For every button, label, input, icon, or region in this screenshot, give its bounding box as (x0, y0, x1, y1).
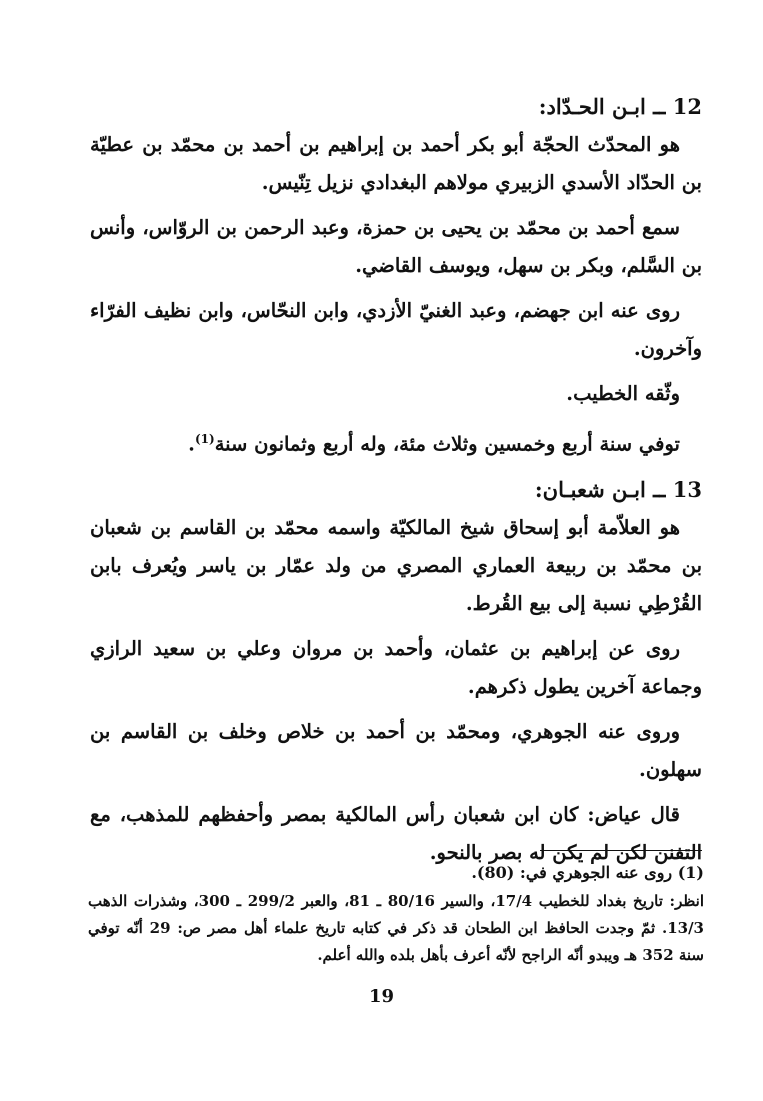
death-end: . (188, 432, 195, 456)
entry-12 (90, 88, 702, 464)
entry-paragraph: روى عنه ابن جهضم، وعبد الغنيّ الأزدي، وابن النحّاس، وابن نظيف الفرّاء وآخرون. (90, 299, 702, 360)
death-text: توفي سنة أربع وخمسين وثلاث مئة، وله أربع وثمانون سنة (214, 432, 680, 456)
entry-paragraph: سمع أحمد بن محمّد بن يحيى بن حمزة، وعبد الرحمن بن الروّاس، وأنس بن السَّلم، وبكر بن سهل، ويوسف القاضي. (90, 216, 702, 277)
entry-13 (90, 471, 702, 872)
entry-paragraph: وثّقه الخطيب. (566, 382, 680, 405)
entry-paragraph: هو العلاّمة أبو إسحاق شيخ المالكيّة واسمه محمّد بن القاسم بن شعبان بن محمّد بن ربيعة العماري المصري من ولد عمّار بن ياسر ويُعرف بابن القُرْطِي نسبة إلى بيع القُرط. (90, 515, 702, 615)
entry-paragraph: روى عن إبراهيم بن عثمان، وأحمد بن مروان وعلي بن سعيد الرازي وجماعة آخرين يطول ذكرهم. (90, 636, 702, 698)
death-paragraph (90, 420, 702, 464)
main-text (90, 88, 702, 872)
footnotes (88, 858, 704, 969)
page-number: 19 (368, 986, 395, 1007)
footnote: انظر: تاريخ بغداد للخطيب 17/4، والسير 80/16 ـ 81، والعبر 299/2 ـ 300، وشذرات الذهب 13/3. ثمّ وجدت الحافظ ابن الطحان قد ذكر في كتابه تاريخ علماء أهل مصر ص: 29 أنّه توفي سنة 352 هـ ويبدو أنّه الراجح لأنّه أعرف بأهل بلده والله أعلم. (88, 892, 705, 964)
entry-paragraph: هو المحدّث الحجّة أبو بكر أحمد بن إبراهيم بن أحمد بن محمّد بن عطيّة بن الحدّاد الأسدي الزبيري مولاهم البغدادي نزيل تِنّيس. (90, 133, 702, 194)
entry-paragraph: قال عياض: كان ابن شعبان رأس المالكية بمصر وأحفظهم للمذهب، مع التفنن لكن لم يكن له بصر بالنحو. (90, 802, 702, 864)
footnote-ref: (1) (194, 432, 215, 446)
entry-paragraph: وروى عنه الجوهري، ومحمّد بن أحمد بن خلاص وخلف بن القاسم بن سهلون. (90, 719, 702, 781)
entry-heading: 13 ــ ابـن شعبـان: (534, 476, 702, 502)
entry-heading: 12 ــ ابـن الحـدّاد: (538, 94, 702, 119)
footnote-divider (540, 850, 702, 851)
footnote: (1) روى عنه الجوهري في: (80). (471, 863, 704, 882)
